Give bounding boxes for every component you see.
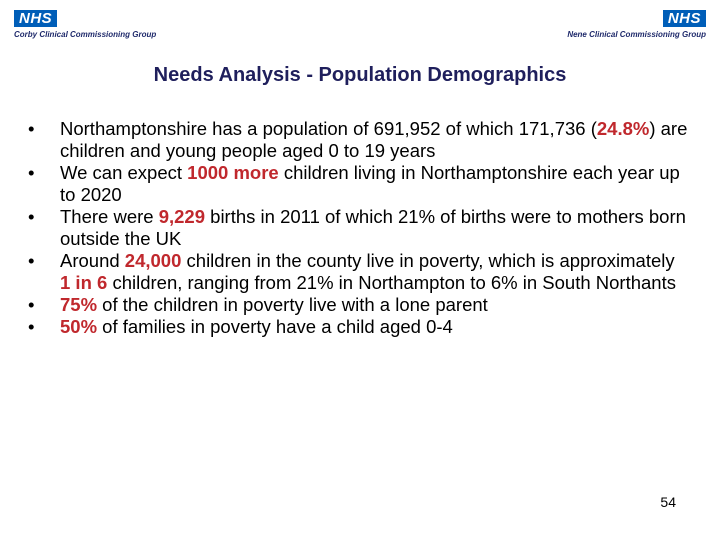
- bullet-text: There were: [60, 206, 159, 227]
- bullet-lone-parent: [28, 294, 688, 316]
- bullet-text: of the children in poverty live with a lone parent: [97, 294, 488, 315]
- slide-title: Needs Analysis - Population Demographics: [153, 64, 567, 86]
- highlight-1000-more: 1000 more: [187, 162, 279, 183]
- bullet-text: children, ranging from 21% in Northampton to 6% in South Northants: [107, 272, 676, 293]
- page-number: 54: [660, 494, 676, 510]
- highlight-75-percent: 75%: [60, 294, 98, 315]
- nhs-badge-left: NHS: [14, 10, 57, 27]
- bullet-growth: [28, 162, 688, 206]
- bullet-births: [28, 206, 688, 250]
- bullet-text: children in the county live in poverty, which is approximately: [181, 250, 675, 271]
- nhs-badge-right: NHS: [663, 10, 706, 27]
- bullet-text: of families in poverty have a child aged 0-4: [97, 316, 453, 337]
- bullet-text: children living in Northamptonshire each year up to 2020: [60, 162, 680, 205]
- highlight-births: 9,229: [158, 206, 206, 227]
- bullet-text: Around: [60, 250, 125, 271]
- highlight-percent-children: 24.8%: [596, 118, 650, 139]
- corby-ccg-logo: [14, 10, 156, 39]
- bullet-population: [28, 118, 688, 162]
- bullet-text: Northamptonshire has a population of 691,952 of which 171,736 (: [60, 118, 597, 139]
- bullet-dot: •: [28, 294, 35, 315]
- bullet-dot: •: [28, 118, 35, 139]
- bullet-text: ) are children and young people aged 0 to 19 years: [60, 118, 688, 161]
- highlight-1-in-6: 1 in 6: [60, 272, 108, 293]
- bullet-list: [28, 118, 688, 338]
- bullet-dot: •: [28, 250, 35, 271]
- bullet-child-aged: [28, 316, 688, 338]
- nene-ccg-name: Nene Clinical Commissioning Group: [567, 30, 706, 39]
- highlight-24000: 24,000: [124, 250, 182, 271]
- bullet-dot: •: [28, 162, 35, 183]
- bullet-poverty: [28, 250, 688, 294]
- bullet-text: births in 2011 of which 21% of births were to mothers born outside the UK: [60, 206, 686, 249]
- highlight-50-percent: 50%: [60, 316, 98, 337]
- bullet-text: We can expect: [60, 162, 188, 183]
- bullet-dot: •: [28, 316, 35, 337]
- corby-ccg-name: Corby Clinical Commissioning Group: [14, 30, 157, 39]
- nene-ccg-logo: [567, 10, 706, 39]
- bullet-dot: •: [28, 206, 35, 227]
